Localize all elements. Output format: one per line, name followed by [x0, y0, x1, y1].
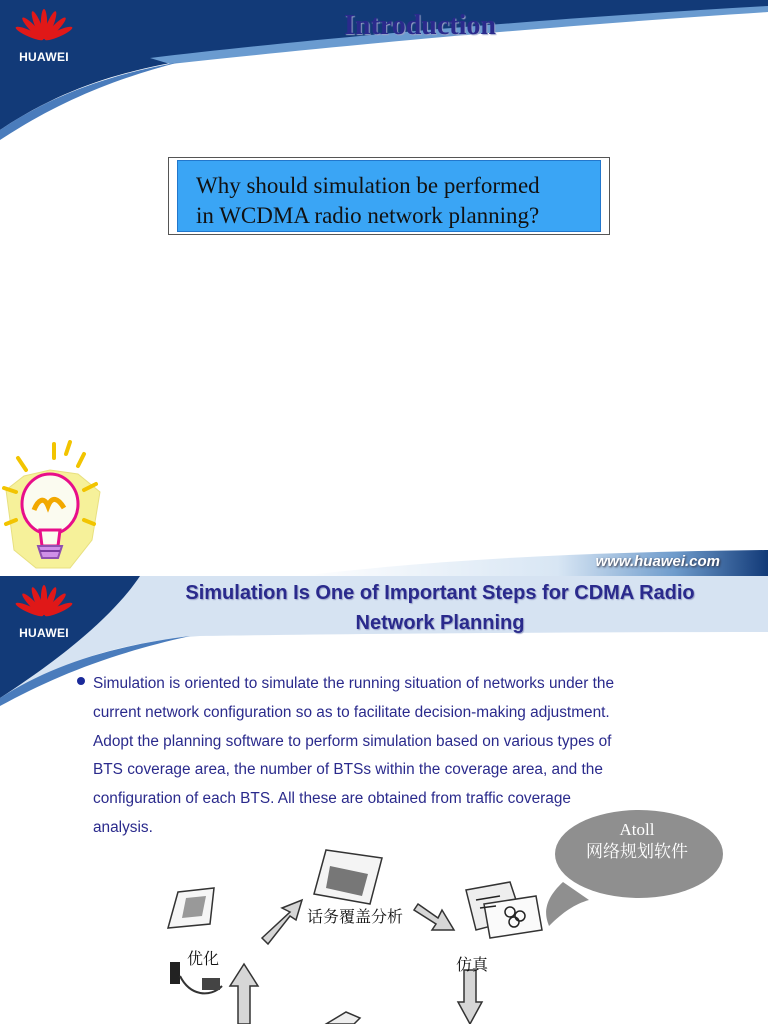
report-icon	[314, 850, 382, 904]
para-line-5: configuration of each BTS. All these are obtained from traffic coverage	[93, 790, 571, 808]
para-line-1: Simulation is oriented to simulate the running situation of networks under the	[93, 675, 615, 692]
question-line-1: Why should simulation be performed	[196, 173, 540, 198]
para-line-6: analysis.	[93, 818, 153, 836]
slide-title-2	[110, 578, 768, 638]
huawei-logo-2	[10, 580, 78, 640]
bullet-dot	[77, 677, 85, 685]
question-panel	[177, 160, 601, 232]
maps-icon	[466, 882, 542, 938]
paper-icon	[168, 888, 214, 928]
para-line-2: current network configuration so as to facilitate decision-making adjustment.	[93, 703, 610, 721]
huawei-petals-icon	[10, 4, 78, 50]
cycle-diagram	[150, 846, 550, 1024]
bubble-line-2: 网络规划软件	[586, 842, 688, 861]
logo-wordmark-2: HUAWEI	[19, 626, 69, 640]
label-optimize: 优化	[187, 949, 220, 968]
bubble-line-1: Atoll	[619, 820, 655, 839]
title-line-2: Network Planning	[355, 612, 525, 634]
huawei-petals-icon-2	[10, 580, 78, 626]
title-line-1: Simulation Is One of Important Steps for CDMA Radio	[185, 582, 695, 604]
huawei-logo	[10, 4, 78, 64]
question-box	[168, 157, 610, 235]
para-line-3: Adopt the planning software to perform simulation based on various types of	[93, 732, 612, 750]
footer-url: www.huawei.com	[595, 553, 720, 570]
label-simulate: 仿真	[456, 955, 489, 974]
para-line-4: BTS coverage area, the number of BTSs within the coverage area, and the	[93, 761, 603, 779]
slide-title: Introduction	[344, 10, 496, 41]
bubble-text	[572, 819, 702, 863]
slide-simulation	[0, 576, 768, 1024]
label-traffic-analysis: 话务覆盖分析	[307, 907, 404, 926]
logo-wordmark: HUAWEI	[19, 50, 69, 64]
question-line-2: in WCDMA radio network planning?	[196, 203, 540, 228]
